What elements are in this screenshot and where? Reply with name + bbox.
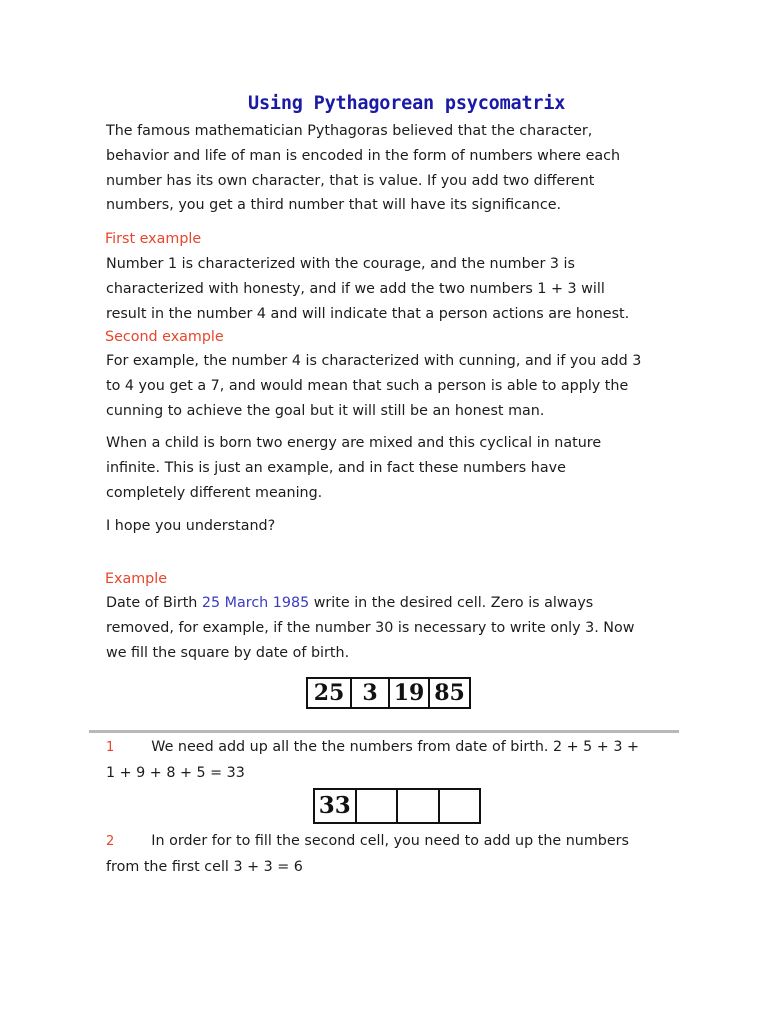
step-2-number: 2 bbox=[106, 834, 115, 849]
date-cell: 85 bbox=[434, 680, 465, 706]
intro-line: The famous mathematician Pythagoras believed that the character, bbox=[106, 123, 593, 139]
matrix-cell: 33 bbox=[315, 790, 357, 822]
second-example-line: cunning to achieve the goal but it will still be an honest man. bbox=[106, 402, 545, 419]
matrix-cell bbox=[440, 790, 480, 822]
intro-line: numbers, you get a third number that will have its significance. bbox=[106, 197, 562, 214]
first-example-line: characterized with honesty, and if we add the two numbers 1 + 3 will bbox=[106, 280, 605, 297]
matrix-cell bbox=[357, 790, 399, 822]
step-1-text: We need add up all the the numbers from date of birth. 2 + 5 + 3 + bbox=[151, 739, 639, 755]
step-2-line: from the first cell 3 + 3 = 6 bbox=[106, 858, 303, 875]
step-2-text: In order for to fill the second cell, you need to add up the numbers bbox=[151, 833, 629, 849]
matrix-row-box bbox=[313, 788, 481, 824]
second-example-line: to 4 you get a 7, and would mean that such a person is able to apply the bbox=[106, 377, 629, 394]
matrix-cell bbox=[398, 790, 440, 822]
step-2-paragraph bbox=[106, 829, 686, 880]
first-example-heading: First example bbox=[105, 231, 202, 247]
dob-date-link[interactable]: 25 March 1985 bbox=[201, 595, 310, 611]
example-line: we fill the square by date of birth. bbox=[106, 644, 350, 661]
step-1-line bbox=[106, 735, 686, 761]
intro-paragraph bbox=[106, 119, 686, 218]
child-paragraph bbox=[106, 431, 686, 505]
step-1-paragraph bbox=[106, 735, 686, 786]
example-line: removed, for example, if the number 30 is necessary to write only 3. Now bbox=[106, 619, 635, 636]
step-1-line: 1 + 9 + 8 + 5 = 33 bbox=[106, 764, 245, 781]
child-line: When a child is born two energy are mixed and this cyclical in nature bbox=[106, 435, 602, 451]
second-example-heading: Second example bbox=[105, 329, 224, 345]
second-example-line: For example, the number 4 is characterized with cunning, and if you add 3 bbox=[106, 353, 642, 369]
child-line: completely different meaning. bbox=[106, 484, 323, 501]
example-line bbox=[106, 591, 686, 616]
page-title: Using Pythagorean psycomatrix bbox=[248, 93, 566, 114]
birth-date-box bbox=[306, 677, 471, 709]
intro-line: behavior and life of man is encoded in the form of numbers where each bbox=[106, 147, 621, 164]
child-line: infinite. This is just an example, and in fact these numbers have bbox=[106, 459, 566, 476]
first-example-line: Number 1 is characterized with the courage, and the number 3 is bbox=[106, 256, 575, 272]
horizontal-divider bbox=[89, 730, 679, 733]
date-cell: 25 bbox=[308, 679, 352, 707]
step-2-line bbox=[106, 829, 686, 855]
hope-paragraph bbox=[106, 514, 686, 539]
dob-suffix: write in the desired cell. Zero is always bbox=[309, 595, 594, 611]
first-example-line: result in the number 4 and will indicate that a person actions are honest. bbox=[106, 305, 630, 322]
second-example-paragraph bbox=[106, 349, 686, 423]
date-cell: 19 bbox=[390, 679, 430, 707]
date-cell: 3 bbox=[352, 679, 390, 707]
example-heading: Example bbox=[105, 571, 168, 587]
dob-prefix: Date of Birth bbox=[106, 595, 202, 611]
intro-line: number has its own character, that is value. If you add two different bbox=[106, 172, 595, 189]
step-1-number: 1 bbox=[106, 740, 115, 755]
example-paragraph bbox=[106, 591, 686, 665]
hope-line: I hope you understand? bbox=[106, 518, 276, 534]
first-example-paragraph bbox=[106, 252, 686, 326]
